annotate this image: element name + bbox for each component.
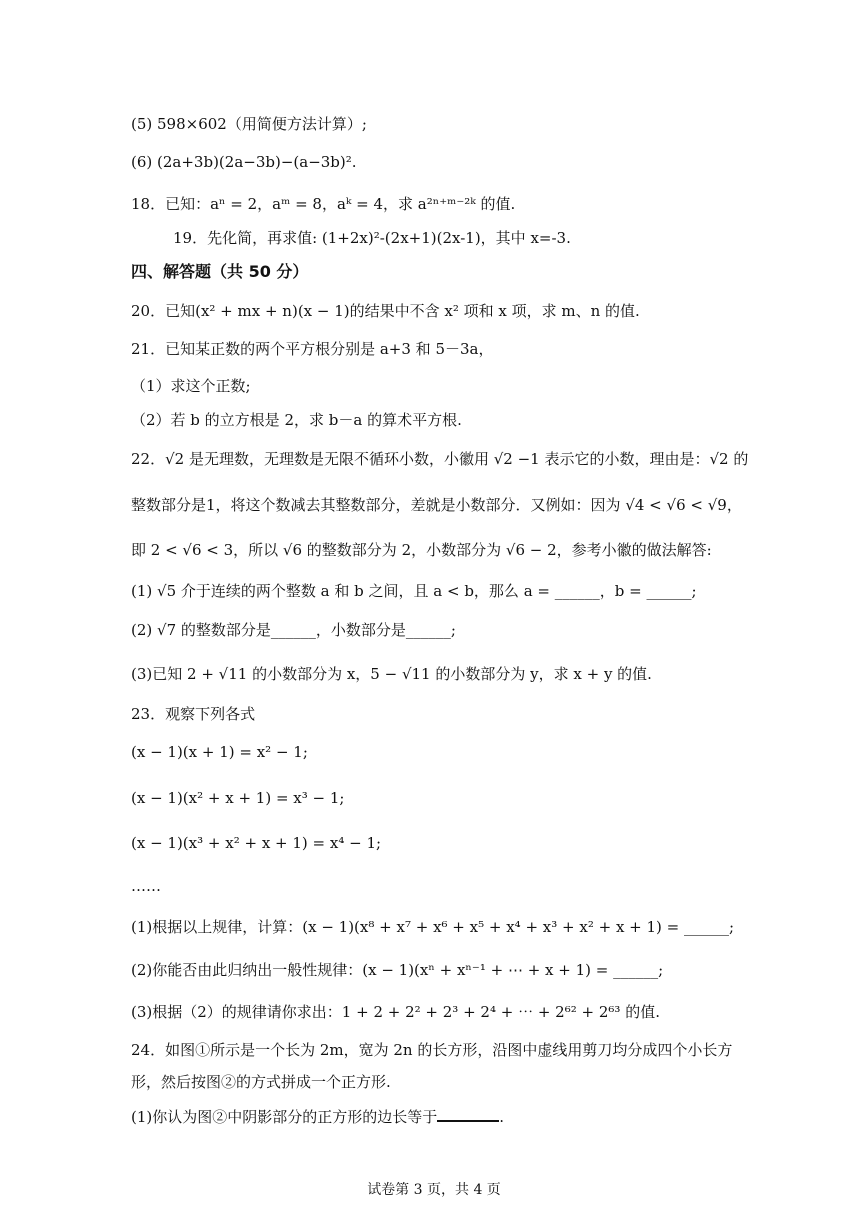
line-q24a: 24．如图①所示是一个长为 2m，宽为 2n 的长方形，沿图中虚线用剪刀均分成四个小长方 — [131, 1041, 733, 1059]
period: . — [499, 1108, 505, 1126]
line-q22-3: (3)已知 2 + √11 的小数部分为 x，5 − √11 的小数部分为 y，求 x + y 的值. — [131, 665, 652, 683]
line-q22b: 整数部分是1，将这个数减去其整数部分，差就是小数部分．又例如：因为 √4 < √6 < √9， — [131, 496, 742, 514]
answer-blank — [437, 1106, 499, 1122]
line-q24-1 — [131, 1106, 504, 1127]
line-q20: 20．已知(x² + mx + n)(x − 1)的结果中不含 x² 项和 x 项，求 m、n 的值. — [131, 302, 640, 320]
line-p6: (6) (2a+3b)(2a−3b)−(a−3b)². — [131, 153, 357, 171]
line-q23: 23．观察下列各式 — [131, 705, 256, 723]
line-q22-2: (2) √7 的整数部分是______，小数部分是______; — [131, 621, 456, 639]
line-p5: (5) 598×602（用简便方法计算）; — [131, 115, 367, 133]
line-q22c: 即 2 < √6 < 3，所以 √6 的整数部分为 2，小数部分为 √6 − 2，参考小徽的做法解答: — [131, 541, 712, 559]
line-q21a: （1）求这个正数; — [131, 377, 251, 395]
line-q23-2: (2)你能否由此归纳出一般性规律：(x − 1)(xⁿ + xⁿ⁻¹ + ⋯ + x + 1) = ______; — [131, 961, 664, 979]
line-q23-3: (3)根据（2）的规律请你求出：1 + 2 + 2² + 2³ + 2⁴ + ⋯ + 2⁶² + 2⁶³ 的值. — [131, 1003, 660, 1021]
line-e3: (x − 1)(x³ + x² + x + 1) = x⁴ − 1; — [131, 834, 382, 852]
line-q19: 19．先化简，再求值: (1+2x)²-(2x+1)(2x-1)，其中 x=-3. — [173, 229, 571, 247]
q24-1-text: (1)你认为图②中阴影部分的正方形的边长等于 — [131, 1108, 438, 1126]
line-q24b: 形，然后按图②的方式拼成一个正方形. — [131, 1073, 391, 1091]
line-q23-1: (1)根据以上规律，计算：(x − 1)(x⁸ + x⁷ + x⁶ + x⁵ + x⁴ + x³ + x² + x + 1) = ______; — [131, 918, 735, 936]
line-q21b: （2）若 b 的立方根是 2，求 b－a 的算术平方根. — [131, 411, 462, 429]
line-dots: …… — [131, 877, 161, 895]
section-heading: 四、解答题（共 50 分） — [131, 262, 309, 281]
line-e2: (x − 1)(x² + x + 1) = x³ − 1; — [131, 789, 345, 807]
line-e1: (x − 1)(x + 1) = x² − 1; — [131, 743, 308, 761]
line-q18: 18．已知：aⁿ = 2，aᵐ = 8，aᵏ = 4，求 a²ⁿ⁺ᵐ⁻²ᵏ 的值. — [131, 195, 516, 213]
line-q22-1: (1) √5 介于连续的两个整数 a 和 b 之间，且 a < b，那么 a = ______，b = ______; — [131, 582, 697, 600]
line-q21: 21．已知某正数的两个平方根分别是 a+3 和 5－3a， — [131, 340, 494, 358]
page-footer: 试卷第 3 页，共 4 页 — [367, 1182, 501, 1198]
line-q22a: 22．√2 是无理数，无理数是无限不循环小数，小徽用 √2 −1 表示它的小数，理由是：√2 的 — [131, 450, 749, 468]
